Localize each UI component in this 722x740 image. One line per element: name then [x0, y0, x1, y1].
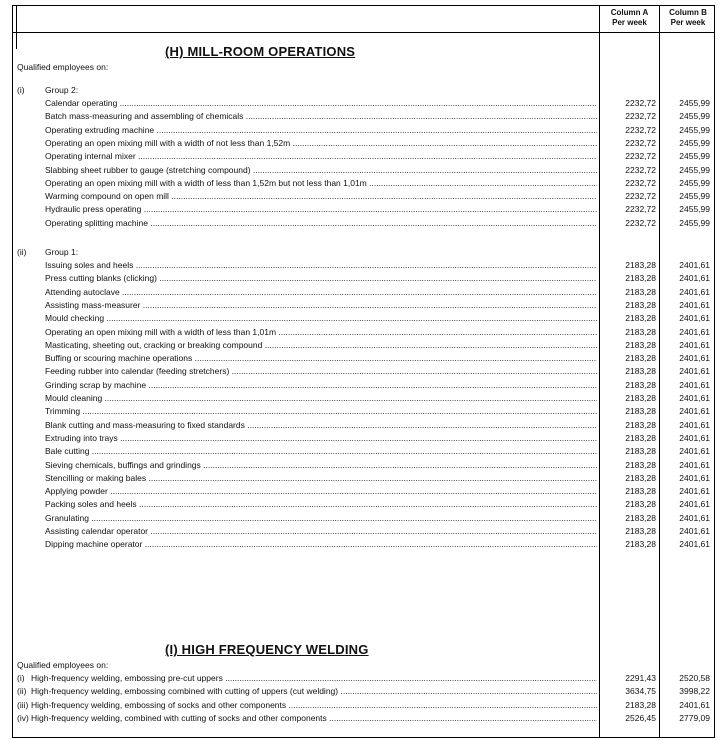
column-b-value: 2401,61	[679, 526, 710, 536]
row-label: Trimming .....	[45, 405, 597, 418]
table-row	[13, 538, 714, 551]
row-label: High-frequency welding, embossing pre-cut uppers .....	[31, 672, 597, 685]
table-row	[13, 392, 714, 405]
column-a-value: 2183,28	[625, 419, 656, 430]
row-label: Assisting mass-measurer .....	[45, 299, 597, 312]
table-row	[13, 432, 714, 445]
table-row	[13, 217, 714, 230]
table-row	[13, 110, 714, 123]
column-b-value: 2520,58	[679, 673, 710, 683]
table-row	[13, 459, 714, 472]
table-row	[13, 137, 714, 150]
column-a-value: 2291,43	[625, 673, 656, 683]
row-label: Batch mass-measuring and assembling of chemicals .....	[45, 110, 597, 123]
row-label: Blank cutting and mass-measuring to fixed standards .....	[45, 419, 597, 432]
row-number: (ii)	[17, 686, 27, 697]
table-row	[13, 150, 714, 163]
section-h-intro: Qualified employees on:	[17, 62, 109, 72]
table-row	[13, 485, 714, 498]
column-b-value: 2401,61	[679, 472, 710, 483]
row-label: Operating splitting machine .....	[45, 217, 597, 230]
column-b-value: 2455,99	[679, 98, 710, 108]
column-a-value: 2232,72	[625, 111, 656, 122]
column-a-value: 2183,28	[625, 366, 656, 377]
row-label: Extruding into trays .....	[45, 432, 597, 445]
table-row	[13, 124, 714, 137]
column-a-value: 2183,28	[625, 273, 656, 284]
row-number: (iv)	[17, 712, 29, 723]
column-b-value: 2401,61	[679, 260, 710, 270]
table-row	[13, 177, 714, 190]
column-a-value: 2232,72	[625, 124, 656, 135]
column-b-value: 2455,99	[679, 111, 710, 122]
column-b-value: 2401,61	[679, 393, 710, 403]
column-b-value: 2401,61	[679, 326, 710, 337]
table-row	[13, 286, 714, 299]
row-label: High-frequency welding, combined with cutting of socks and other components .....	[31, 712, 597, 725]
table-row	[13, 512, 714, 525]
row-label: Operating an open mixing mill with a width of less than 1,01m .....	[45, 326, 597, 339]
column-b-value: 2401,61	[679, 419, 710, 430]
column-b-value: 2401,61	[679, 432, 710, 443]
table-row	[13, 379, 714, 392]
column-a-value: 2183,28	[625, 379, 656, 390]
row-label: Applying powder .....	[45, 485, 597, 498]
column-b-value: 2455,99	[679, 137, 710, 148]
column-a-value: 2232,72	[625, 137, 656, 148]
column-a-value: 3634,75	[625, 686, 656, 697]
column-a-value: 2183,28	[625, 512, 656, 523]
table-row	[13, 190, 714, 203]
table-row	[13, 498, 714, 511]
column-a-value: 2232,72	[625, 151, 656, 162]
row-label: Assisting calendar operator .....	[45, 525, 597, 538]
row-label: Feeding rubber into calendar (feeding stretchers) .....	[45, 365, 597, 378]
column-b-value: 2401,61	[679, 512, 710, 523]
row-label: Mould cleaning .....	[45, 392, 597, 405]
column-a-value: 2232,72	[625, 98, 656, 108]
column-a-value: 2183,28	[625, 526, 656, 536]
table-row	[13, 365, 714, 378]
column-a-value: 2183,28	[625, 286, 656, 297]
row-label: Warming compound on open mill .....	[45, 190, 597, 203]
column-b-value: 2455,99	[679, 191, 710, 202]
row-label: Bale cutting .....	[45, 445, 597, 458]
table-row	[13, 97, 714, 110]
column-b-header: Column B Per week	[669, 8, 707, 27]
column-b-value: 2401,61	[679, 313, 710, 324]
row-number: (iii)	[17, 699, 29, 710]
column-b-value: 2455,99	[679, 204, 710, 215]
column-b-value: 2401,61	[679, 299, 710, 310]
column-a-value: 2183,28	[625, 459, 656, 470]
row-label: Hydraulic press operating .....	[45, 203, 597, 216]
section-i-intro: Qualified employees on:	[17, 660, 109, 670]
column-a-value: 2232,72	[625, 191, 656, 202]
row-label: Operating internal mixer .....	[45, 150, 597, 163]
column-b-value: 2455,99	[679, 177, 710, 188]
table-row	[13, 445, 714, 458]
row-label: Buffing or scouring machine operations .....	[45, 352, 597, 365]
row-label: Mould checking .....	[45, 312, 597, 325]
column-b-value: 3998,22	[679, 686, 710, 697]
row-label: High-frequency welding, embossing combined with cutting of uppers (cut welding) .....	[31, 685, 597, 698]
column-b-value: 2779,09	[679, 712, 710, 723]
table-row	[13, 339, 714, 352]
column-b-value: 2455,99	[679, 164, 710, 175]
column-a-value: 2183,28	[625, 406, 656, 417]
section-h-title: (H) MILL-ROOM OPERATIONS	[165, 44, 356, 59]
column-a-value: 2183,28	[625, 486, 656, 497]
column-a-header: Column A Per week	[610, 8, 649, 27]
column-b-value: 2455,99	[679, 151, 710, 162]
table-row	[13, 419, 714, 432]
table-row	[13, 259, 714, 272]
row-label: High-frequency welding, embossing of socks and other components .....	[31, 699, 597, 712]
column-a-value: 2183,28	[625, 326, 656, 337]
row-label: Dipping machine operator .....	[45, 538, 597, 551]
row-label: Press cutting blanks (clicking) .....	[45, 272, 597, 285]
column-b-value: 2401,61	[679, 699, 710, 710]
header-rule	[13, 32, 714, 33]
row-label: Attending autoclave .....	[45, 286, 597, 299]
table-row	[13, 525, 714, 538]
row-label: Sieving chemicals, buffings and grindings .....	[45, 459, 597, 472]
column-a-value: 2183,28	[625, 260, 656, 270]
table-row	[13, 699, 714, 712]
column-a-value: 2232,72	[625, 204, 656, 215]
column-b-value: 2401,61	[679, 539, 710, 550]
column-a-value: 2232,72	[625, 217, 656, 228]
row-label: Calendar operating .....	[45, 97, 597, 110]
table-row	[13, 472, 714, 485]
row-label: Operating an open mixing mill with a width of not less than 1,52m .....	[45, 137, 597, 150]
table-row	[13, 299, 714, 312]
column-a-value: 2183,28	[625, 393, 656, 403]
row-label: Grinding scrap by machine .....	[45, 379, 597, 392]
row-label: Stencilling or making bales .....	[45, 472, 597, 485]
row-label: Masticating, sheeting out, cracking or breaking compound .....	[45, 339, 597, 352]
column-a-value: 2183,28	[625, 353, 656, 364]
table-row	[13, 712, 714, 725]
column-a-value: 2232,72	[625, 164, 656, 175]
column-a-value: 2183,28	[625, 539, 656, 550]
column-b-value: 2401,61	[679, 406, 710, 417]
table-row	[13, 405, 714, 418]
table-row	[13, 312, 714, 325]
column-b-value: 2401,61	[679, 353, 710, 364]
column-a-value: 2232,72	[625, 177, 656, 188]
row-number: (i)	[17, 673, 25, 683]
table-row	[13, 326, 714, 339]
row-label: Slabbing sheet rubber to gauge (stretching compound) .....	[45, 164, 597, 177]
column-b-value: 2401,61	[679, 379, 710, 390]
row-label: Packing soles and heels .....	[45, 498, 597, 511]
row-label: Issuing soles and heels .....	[45, 259, 597, 272]
column-b-value: 2455,99	[679, 217, 710, 228]
column-b-value: 2401,61	[679, 459, 710, 470]
column-a-value: 2526,45	[625, 712, 656, 723]
column-a-value: 2183,28	[625, 299, 656, 310]
column-a-value: 2183,28	[625, 432, 656, 443]
table-row	[13, 672, 714, 685]
column-a-value: 2183,28	[625, 313, 656, 324]
column-b-value: 2401,61	[679, 273, 710, 284]
left-rule	[16, 6, 17, 49]
table-row	[13, 352, 714, 365]
column-a-value: 2183,28	[625, 446, 656, 457]
table-row	[13, 164, 714, 177]
table-row	[13, 272, 714, 285]
column-a-value: 2183,28	[625, 699, 656, 710]
column-b-value: 2455,99	[679, 124, 710, 135]
column-b-value: 2401,61	[679, 286, 710, 297]
column-a-value: 2183,28	[625, 499, 656, 510]
column-b-value: 2401,61	[679, 446, 710, 457]
column-b-value: 2401,61	[679, 499, 710, 510]
row-label: Operating an open mixing mill with a width of less than 1,52m but not less than 1,01m .....	[45, 177, 597, 190]
document-page: Column A Per week Column B Per week (H) MILL-ROOM OPERATIONS Qualified employees on: (i) Group 2: Calendar operating ..... 2232,72 2455,99 Batch mass-measuring and assembling of chemicals ..... 2232,72 2455,99 Operating extruding machine ..... 2232,72 2455,99 Operating an open mixing mill with a width of not less than 1,52m ..... 2232,72 2455,99 Operating internal mixer ..... 2232,72 2455,99 Slabbing sheet rubber to gauge (stretching compound) ..... 2232,72 2455,99 Operating an open mixing mill with a width of less than 1,52m but not less than 1,01m ..... 2232,72 2455,99 Warming compound on open mill ..... 2232,72 2455,99 Hydraulic press operating ..... 2232,72 2455,99 Operating splitting machine ..... 2232,72 2455,99 (ii) Group 1: Issuing soles and heels ..... 2183,28 2401,61 Press cutting blanks (clicking) ..... 2183,28 2401,61 Attending autoclave ..... 2183,28 2401,61 Assisting mass-measurer ..... 2183,28 2401,61 Mould checking ..... 2183,28 2401,61 Operating an open mixing mill with a width of less than 1,01m ..... 2183,28 2401,61 Masticating, sheeting out, cracking or breaking compound ..... 2183,28 2401,61 Buffing or scouring machine operations ..... 2183,28 2401,61 Feeding rubber into calendar (feeding stretchers) ..... 2183,28 2401,61 Grinding scrap by machine ..... 2183,28 2401,61 Mould cleaning ..... 2183,28 2401,61 Trimming ..... 2183,28 2401,61 Blank cutting and mass-measuring to fixed standards ..... 2183,28 2401,61 Extruding into trays ..... 2183,28 2401,61 Bale cutting ..... 2183,28 2401,61 Sieving chemicals, buffings and grindings ..... 2183,28 2401,61 Stencilling or making bales ..... 2183,28 2401,61 Applying powder ..... 2183,28 2401,61 Packing soles and heels ..... 2183,28 2401,61 Granulating ..... 2183,28 2401,61 Assisting calendar operator ..... 2183,28 2401,61 Dipping machine operator ..... 2183,28 2401,61 (I) HIGH FREQUENCY WELDING Qualified employees on: (i) High-frequency welding, embossing pre-cut uppers ..... 2291,43 2520,58 (ii) High-frequency welding, embossing combined with cutting of uppers (cut welding) ..... 3634,75 3998,22 (iii) High-frequency welding, embossing of socks and other components ..... 2183,28 2401,61 (iv) High-frequency welding, combined with cutting of socks and other components ..... 2526,45 2779,09	[12, 5, 715, 738]
table-row	[13, 685, 714, 698]
row-label: Operating extruding machine .....	[45, 124, 597, 137]
row-label: Granulating .....	[45, 512, 597, 525]
column-b-value: 2401,61	[679, 486, 710, 497]
column-b-value: 2401,61	[679, 339, 710, 350]
column-b-value: 2401,61	[679, 366, 710, 377]
column-a-value: 2183,28	[625, 472, 656, 483]
table-row	[13, 203, 714, 216]
section-i-title: (I) HIGH FREQUENCY WELDING	[165, 642, 369, 657]
column-a-value: 2183,28	[625, 339, 656, 350]
